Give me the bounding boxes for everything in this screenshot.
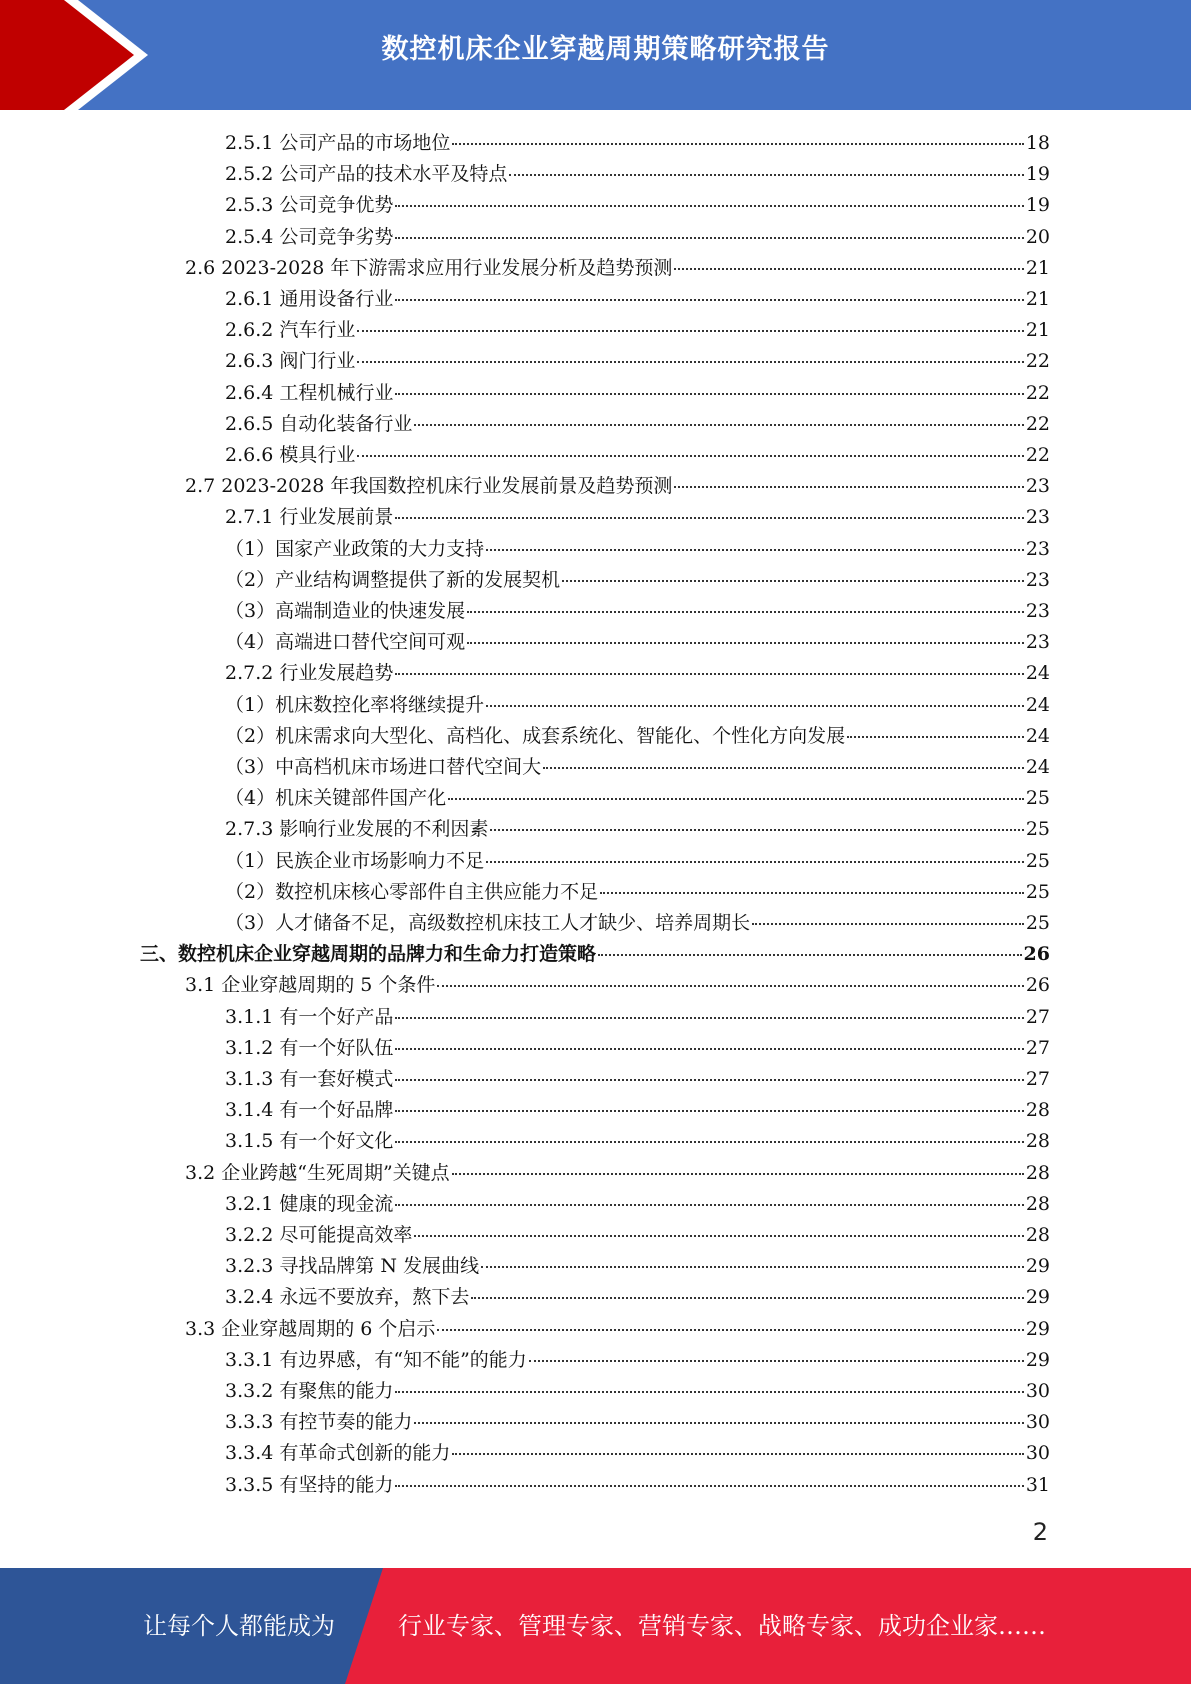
toc-entry-page: 28: [1025, 1099, 1050, 1122]
toc-leader-dots: [467, 642, 1024, 644]
toc-leader-dots: [395, 1141, 1023, 1143]
toc-leader-dots: [414, 1235, 1023, 1237]
toc-entry-page: 22: [1025, 350, 1050, 373]
toc-leader-dots: [395, 393, 1023, 395]
toc-entry-title: 3.2.4 永远不要放弃，熬下去: [225, 1286, 470, 1309]
page-number: 2: [1032, 1518, 1048, 1546]
toc-entry[interactable]: [225, 1251, 1050, 1282]
toc-entry-title: 3.3 企业穿越周期的 6 个启示: [185, 1317, 436, 1340]
toc-leader-dots: [357, 361, 1023, 363]
toc-entry-title: 2.5.1 公司产品的市场地位: [225, 132, 451, 154]
toc-entry[interactable]: [225, 1189, 1050, 1220]
toc-leader-dots: [414, 1422, 1023, 1424]
toc-entry[interactable]: [225, 627, 1050, 658]
toc-leader-dots: [395, 205, 1023, 207]
toc-entry-page: 24: [1025, 662, 1050, 685]
toc-entry-page: 22: [1025, 444, 1050, 466]
toc-entry[interactable]: [225, 346, 1050, 377]
toc-entry-page: 25: [1025, 818, 1050, 841]
footer-slogan-left: 让每个人都能成为: [143, 1612, 335, 1640]
toc-leader-dots: [471, 1297, 1023, 1299]
toc-entry-page: 31: [1025, 1473, 1050, 1496]
toc-entry[interactable]: [225, 1126, 1050, 1157]
toc-entry[interactable]: [225, 565, 1050, 596]
toc-entry-title: 3.3.4 有革命式创新的能力: [225, 1442, 451, 1465]
toc-entry[interactable]: [185, 471, 1050, 502]
toc-leader-dots: [414, 424, 1023, 426]
toc-leader-dots: [395, 673, 1023, 675]
toc-entry-title: 2.5.4 公司竞争劣势: [225, 225, 394, 248]
toc-leader-dots: [395, 237, 1023, 239]
toc-entry[interactable]: [225, 690, 1050, 721]
toc-entry[interactable]: [140, 939, 1050, 970]
toc-entry[interactable]: [225, 440, 1050, 471]
toc-entry[interactable]: [225, 159, 1050, 190]
toc-entry-page: 27: [1025, 1005, 1050, 1028]
toc-entry-title: 3.1.5 有一个好文化: [225, 1130, 394, 1153]
toc-entry-title: （2）产业结构调整提供了新的发展契机: [225, 568, 561, 591]
toc-entry-title: （3）中高档机床市场进口替代空间大: [225, 756, 542, 778]
toc-leader-dots: [437, 1329, 1023, 1331]
toc-leader-dots: [395, 1110, 1023, 1112]
toc-leader-dots: [395, 299, 1023, 301]
footer-band: [0, 1568, 1191, 1684]
toc-entry-page: 28: [1025, 1161, 1050, 1184]
toc-entry[interactable]: [225, 1376, 1050, 1407]
toc-entry-page: 28: [1025, 1224, 1050, 1246]
toc-entry-page: 18: [1025, 132, 1050, 154]
toc-leader-dots: [395, 517, 1023, 519]
toc-entry-title: （2）数控机床核心零部件自主供应能力不足: [225, 880, 599, 903]
toc-entry-title: 3.3.1 有边界感，有“知不能”的能力: [225, 1348, 527, 1371]
toc-leader-dots: [357, 455, 1023, 457]
toc-entry-title: 3.3.5 有坚持的能力: [225, 1473, 394, 1496]
toc-entry[interactable]: [225, 502, 1050, 533]
toc-leader-dots: [509, 174, 1023, 176]
toc-entry-title: 3.1.4 有一个好品牌: [225, 1099, 394, 1122]
toc-entry-title: 2.6 2023-2028 年下游需求应用行业发展分析及趋势预测: [185, 256, 673, 279]
toc-entry[interactable]: [225, 315, 1050, 346]
toc-entry-page: 23: [1025, 600, 1050, 622]
toc-entry-page: 24: [1025, 756, 1050, 778]
toc-entry[interactable]: [225, 1282, 1050, 1313]
toc-entry-title: 2.6.3 阀门行业: [225, 350, 356, 373]
toc-entry-title: 3.2.2 尽可能提高效率: [225, 1224, 413, 1246]
toc-leader-dots: [357, 330, 1023, 332]
toc-entry-page: 29: [1025, 1348, 1050, 1371]
toc-entry-page: 29: [1025, 1286, 1050, 1309]
toc-leader-dots: [448, 798, 1024, 800]
toc-entry-title: （1）机床数控化率将继续提升: [225, 693, 485, 716]
toc-entry-page: 22: [1025, 381, 1050, 404]
toc-leader-dots: [486, 861, 1024, 863]
toc-entry[interactable]: [225, 721, 1050, 752]
toc-entry-page: 21: [1025, 319, 1050, 342]
toc-entry[interactable]: [225, 1220, 1050, 1251]
toc-leader-dots: [674, 486, 1023, 488]
toc-leader-dots: [395, 1048, 1023, 1050]
toc-entry-title: 2.6.1 通用设备行业: [225, 288, 394, 310]
toc-entry-page: 27: [1025, 1068, 1050, 1090]
toc-entry-title: （1）民族企业市场影响力不足: [225, 849, 485, 872]
toc-entry[interactable]: [185, 253, 1050, 284]
toc-entry[interactable]: [225, 409, 1050, 440]
toc-leader-dots: [452, 1453, 1023, 1455]
toc-entry-title: （4）高端进口替代空间可观: [225, 631, 466, 654]
toc-entry-title: （4）机床关键部件国产化: [225, 787, 447, 810]
toc-entry-title: 3.1.1 有一个好产品: [225, 1005, 394, 1028]
toc-entry[interactable]: [225, 596, 1050, 627]
toc-entry-page: 25: [1025, 912, 1050, 934]
toc-entry-page: 28: [1025, 1130, 1050, 1153]
toc-entry[interactable]: [225, 1470, 1050, 1501]
toc-entry[interactable]: [225, 378, 1050, 409]
toc-entry[interactable]: [185, 1314, 1050, 1345]
toc-entry[interactable]: [225, 128, 1050, 159]
toc-entry-title: 3.1.2 有一个好队伍: [225, 1036, 394, 1059]
toc-entry-title: 2.6.6 模具行业: [225, 444, 356, 466]
toc-leader-dots: [529, 1360, 1024, 1362]
toc-entry-page: 19: [1025, 194, 1050, 217]
toc-entry[interactable]: [225, 1002, 1050, 1033]
toc-entry-page: 23: [1025, 475, 1050, 498]
toc-entry-page: 24: [1025, 693, 1050, 716]
toc-entry-title: 3.1.3 有一套好模式: [225, 1068, 394, 1090]
toc-entry[interactable]: [225, 752, 1050, 783]
footer-slogan-right: 行业专家、管理专家、营销专家、战略专家、成功企业家……: [398, 1612, 1046, 1640]
toc-entry-page: 25: [1025, 849, 1050, 872]
toc-entry[interactable]: [185, 970, 1050, 1001]
toc-entry[interactable]: [225, 658, 1050, 689]
toc-leader-dots: [752, 923, 1024, 925]
toc-entry-title: 2.7.1 行业发展前景: [225, 506, 394, 529]
toc-entry[interactable]: [225, 534, 1050, 565]
toc-entry-title: 3.2.3 寻找品牌第 N 发展曲线: [225, 1255, 480, 1278]
toc-entry-title: 3.3.2 有聚焦的能力: [225, 1380, 394, 1402]
toc-entry-title: （1）国家产业政策的大力支持: [225, 537, 485, 560]
toc-entry-page: 28: [1025, 1192, 1050, 1215]
toc-entry-page: 26: [1025, 974, 1050, 997]
toc-leader-dots: [490, 829, 1023, 831]
toc-entry-page: 20: [1025, 225, 1050, 248]
toc-entry[interactable]: [185, 1158, 1050, 1189]
toc-entry-page: 30: [1025, 1411, 1050, 1434]
toc-entry-page: 30: [1025, 1380, 1050, 1402]
toc-entry[interactable]: [225, 1095, 1050, 1126]
toc-entry-page: 30: [1025, 1442, 1050, 1465]
toc-entry-page: 21: [1025, 256, 1050, 279]
toc-entry[interactable]: [225, 908, 1050, 939]
toc-entry-page: 22: [1025, 412, 1050, 435]
toc-entry-page: 25: [1025, 880, 1050, 903]
toc-entry-page: 23: [1025, 568, 1050, 591]
header-band: [0, 0, 1191, 110]
toc-entry[interactable]: [225, 1345, 1050, 1376]
toc-leader-dots: [452, 143, 1023, 145]
toc-entry[interactable]: [225, 783, 1050, 814]
toc-entry-title: （2）机床需求向大型化、高档化、成套系统化、智能化、个性化方向发展: [225, 724, 846, 747]
toc-entry-title: 2.7.2 行业发展趋势: [225, 662, 394, 685]
toc-entry-page: 23: [1025, 537, 1050, 560]
toc-entry[interactable]: [225, 284, 1050, 315]
toc-entry-page: 29: [1025, 1255, 1050, 1278]
toc-entry-page: 23: [1025, 506, 1050, 529]
toc-leader-dots: [452, 1173, 1024, 1175]
toc-leader-dots: [598, 954, 1022, 956]
toc-entry-title: 三、数控机床企业穿越周期的品牌力和生命力打造策略: [140, 943, 597, 966]
toc-entry[interactable]: [225, 1033, 1050, 1064]
toc-entry[interactable]: [225, 877, 1050, 908]
toc-leader-dots: [486, 549, 1024, 551]
toc-entry-title: （3）高端制造业的快速发展: [225, 600, 466, 622]
toc-entry-title: 3.2 企业跨越“生死周期”关键点: [185, 1161, 450, 1184]
toc-leader-dots: [395, 1485, 1023, 1487]
toc-entry-title: 2.6.2 汽车行业: [225, 319, 356, 342]
toc-entry[interactable]: [225, 1438, 1050, 1469]
toc-leader-dots: [395, 1079, 1023, 1081]
toc-entry-title: 2.6.5 自动化装备行业: [225, 412, 413, 435]
toc-entry[interactable]: [225, 846, 1050, 877]
toc-entry-title: 2.6.4 工程机械行业: [225, 381, 394, 404]
toc-entry[interactable]: [225, 814, 1050, 845]
toc-leader-dots: [847, 736, 1024, 738]
toc-leader-dots: [600, 892, 1024, 894]
toc-entry-page: 25: [1025, 787, 1050, 810]
toc-leader-dots: [395, 1391, 1023, 1393]
toc-entry-page: 21: [1025, 288, 1050, 310]
toc-entry[interactable]: [225, 1064, 1050, 1095]
toc-entry-title: 2.5.2 公司产品的技术水平及特点: [225, 163, 508, 186]
toc-entry-page: 19: [1025, 163, 1050, 186]
toc-leader-dots: [486, 705, 1024, 707]
toc-leader-dots: [467, 611, 1024, 613]
toc-entry-title: 3.3.3 有控节奏的能力: [225, 1411, 413, 1434]
toc-entry-page: 27: [1025, 1036, 1050, 1059]
toc-entry-title: 2.7 2023-2028 年我国数控机床行业发展前景及趋势预测: [185, 475, 673, 498]
toc-leader-dots: [395, 1204, 1023, 1206]
toc-entry-title: 2.7.3 影响行业发展的不利因素: [225, 818, 489, 841]
toc-leader-dots: [543, 767, 1024, 769]
toc-entry-title: 3.1 企业穿越周期的 5 个条件: [185, 974, 436, 997]
toc-leader-dots: [395, 1017, 1023, 1019]
toc-entry-page: 23: [1025, 631, 1050, 654]
toc-leader-dots: [481, 1266, 1024, 1268]
toc-entry-title: 3.2.1 健康的现金流: [225, 1192, 394, 1215]
toc-entry[interactable]: [225, 1407, 1050, 1438]
toc-entry-page: 24: [1025, 724, 1050, 747]
toc-leader-dots: [437, 985, 1023, 987]
toc-entry-page: 26: [1023, 943, 1050, 966]
toc-entry-title: （3）人才储备不足，高级数控机床技工人才缺少、培养周期长: [225, 912, 751, 934]
document-title: 数控机床企业穿越周期策略研究报告: [381, 34, 830, 65]
toc-entry-title: 2.5.3 公司竞争优势: [225, 194, 394, 217]
toc-entry-page: 29: [1025, 1317, 1050, 1340]
toc-leader-dots: [562, 580, 1024, 582]
toc-entry[interactable]: [225, 190, 1050, 221]
toc-entry[interactable]: [225, 222, 1050, 253]
toc-leader-dots: [674, 268, 1023, 270]
